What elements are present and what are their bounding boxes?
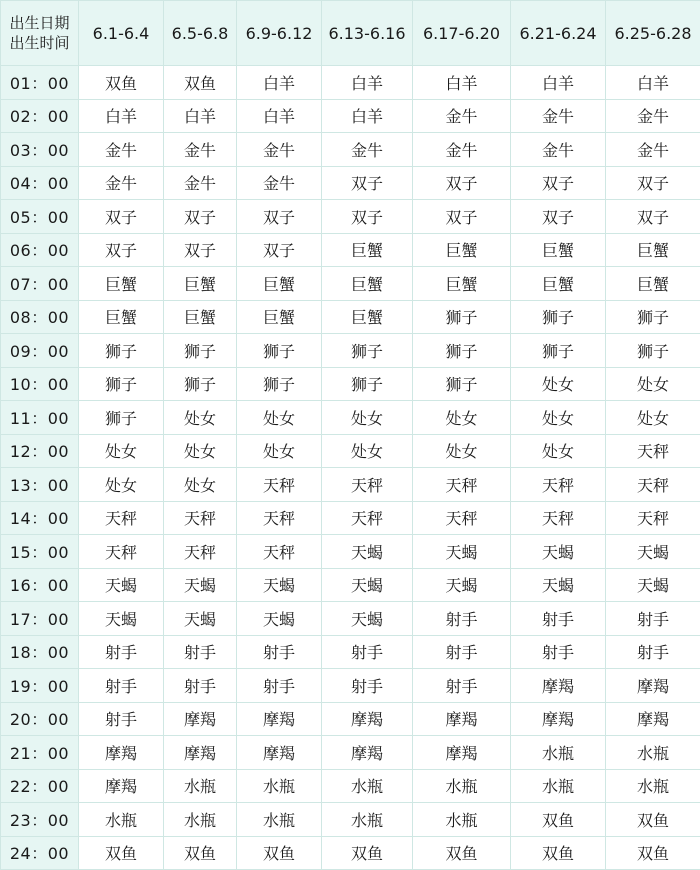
- zodiac-sign-cell: 天蝎: [413, 535, 511, 569]
- zodiac-sign-cell: 水瓶: [322, 803, 413, 837]
- zodiac-sign-cell: 巨蟹: [413, 233, 511, 267]
- zodiac-sign-cell: 射手: [237, 669, 322, 703]
- zodiac-sign-cell: 白羊: [322, 66, 413, 100]
- zodiac-sign-cell: 巨蟹: [511, 233, 606, 267]
- zodiac-sign-cell: 巨蟹: [511, 267, 606, 301]
- table-row: [1, 535, 700, 569]
- zodiac-sign-cell: 射手: [413, 635, 511, 669]
- table-row: [1, 669, 700, 703]
- zodiac-sign-cell: 狮子: [413, 367, 511, 401]
- table-row: [1, 233, 700, 267]
- table-row: [1, 300, 700, 334]
- table-row: [1, 602, 700, 636]
- zodiac-sign-cell: 天秤: [413, 501, 511, 535]
- zodiac-sign-cell: 射手: [237, 635, 322, 669]
- table-row: [1, 702, 700, 736]
- zodiac-sign-cell: 水瓶: [237, 769, 322, 803]
- zodiac-sign-cell: 双鱼: [164, 836, 237, 870]
- zodiac-sign-cell: 金牛: [79, 133, 164, 167]
- zodiac-sign-cell: 巨蟹: [79, 267, 164, 301]
- column-header-date-range: 6.5-6.8: [164, 1, 237, 66]
- birth-time-cell: 19：00: [1, 669, 79, 703]
- zodiac-sign-cell: 白羊: [237, 66, 322, 100]
- zodiac-sign-cell: 双子: [606, 166, 700, 200]
- table-row: [1, 769, 700, 803]
- zodiac-sign-cell: 摩羯: [413, 702, 511, 736]
- zodiac-sign-cell: 巨蟹: [79, 300, 164, 334]
- zodiac-sign-cell: 双子: [606, 200, 700, 234]
- zodiac-sign-cell: 白羊: [237, 99, 322, 133]
- zodiac-sign-cell: 狮子: [79, 334, 164, 368]
- zodiac-sign-cell: 双子: [164, 233, 237, 267]
- birth-time-cell: 10：00: [1, 367, 79, 401]
- zodiac-sign-cell: 处女: [164, 468, 237, 502]
- birth-time-cell: 05：00: [1, 200, 79, 234]
- zodiac-sign-cell: 水瓶: [322, 769, 413, 803]
- zodiac-sign-cell: 双子: [237, 200, 322, 234]
- table-row: [1, 66, 700, 100]
- zodiac-sign-cell: 双鱼: [164, 66, 237, 100]
- zodiac-sign-cell: 天蝎: [511, 535, 606, 569]
- birth-time-cell: 23：00: [1, 803, 79, 837]
- zodiac-sign-cell: 处女: [606, 367, 700, 401]
- birth-time-cell: 02：00: [1, 99, 79, 133]
- zodiac-sign-cell: 天秤: [606, 468, 700, 502]
- zodiac-sign-cell: 处女: [322, 434, 413, 468]
- zodiac-sign-cell: 狮子: [511, 334, 606, 368]
- zodiac-sign-cell: 白羊: [413, 66, 511, 100]
- zodiac-sign-cell: 射手: [413, 602, 511, 636]
- zodiac-sign-cell: 双子: [237, 233, 322, 267]
- zodiac-sign-cell: 处女: [79, 434, 164, 468]
- zodiac-sign-cell: 白羊: [79, 99, 164, 133]
- zodiac-sign-cell: 水瓶: [511, 736, 606, 770]
- zodiac-sign-cell: 巨蟹: [237, 267, 322, 301]
- zodiac-sign-cell: 双子: [511, 166, 606, 200]
- zodiac-sign-cell: 处女: [413, 434, 511, 468]
- zodiac-sign-cell: 双鱼: [606, 803, 700, 837]
- birth-time-cell: 01：00: [1, 66, 79, 100]
- zodiac-sign-cell: 双子: [79, 233, 164, 267]
- zodiac-sign-cell: 双鱼: [511, 836, 606, 870]
- zodiac-sign-cell: 双子: [322, 200, 413, 234]
- zodiac-sign-cell: 天秤: [322, 501, 413, 535]
- table-row: [1, 501, 700, 535]
- zodiac-sign-cell: 巨蟹: [237, 300, 322, 334]
- zodiac-sign-cell: 金牛: [164, 166, 237, 200]
- column-header-date-range: 6.21-6.24: [511, 1, 606, 66]
- zodiac-sign-cell: 金牛: [164, 133, 237, 167]
- zodiac-sign-cell: 狮子: [606, 334, 700, 368]
- zodiac-sign-cell: 摩羯: [511, 669, 606, 703]
- table-row: [1, 568, 700, 602]
- birth-time-cell: 13：00: [1, 468, 79, 502]
- zodiac-sign-cell: 狮子: [511, 300, 606, 334]
- zodiac-sign-cell: 射手: [606, 635, 700, 669]
- zodiac-sign-cell: 巨蟹: [164, 267, 237, 301]
- zodiac-sign-cell: 水瓶: [413, 803, 511, 837]
- zodiac-sign-cell: 水瓶: [511, 769, 606, 803]
- table-row: [1, 803, 700, 837]
- zodiac-sign-cell: 狮子: [413, 300, 511, 334]
- birth-time-cell: 11：00: [1, 401, 79, 435]
- zodiac-sign-cell: 天蝎: [237, 568, 322, 602]
- zodiac-sign-cell: 射手: [322, 669, 413, 703]
- zodiac-sign-cell: 双鱼: [79, 836, 164, 870]
- zodiac-sign-cell: 射手: [413, 669, 511, 703]
- zodiac-sign-cell: 摩羯: [413, 736, 511, 770]
- table-row: [1, 836, 700, 870]
- zodiac-sign-cell: 处女: [606, 401, 700, 435]
- birth-time-cell: 12：00: [1, 434, 79, 468]
- zodiac-sign-cell: 金牛: [322, 133, 413, 167]
- zodiac-sign-cell: 天蝎: [79, 602, 164, 636]
- zodiac-sign-cell: 射手: [79, 669, 164, 703]
- zodiac-sign-cell: 狮子: [79, 401, 164, 435]
- zodiac-sign-cell: 摩羯: [79, 736, 164, 770]
- zodiac-sign-cell: 摩羯: [237, 702, 322, 736]
- zodiac-sign-cell: 水瓶: [164, 803, 237, 837]
- zodiac-sign-cell: 狮子: [322, 367, 413, 401]
- table-row: [1, 267, 700, 301]
- birth-time-cell: 20：00: [1, 702, 79, 736]
- zodiac-sign-cell: 摩羯: [606, 669, 700, 703]
- zodiac-sign-cell: 水瓶: [79, 803, 164, 837]
- table-row: [1, 99, 700, 133]
- column-header-date-range: 6.13-6.16: [322, 1, 413, 66]
- zodiac-sign-cell: 天秤: [511, 468, 606, 502]
- table-row: [1, 468, 700, 502]
- zodiac-sign-cell: 天秤: [606, 434, 700, 468]
- zodiac-sign-cell: 摩羯: [322, 736, 413, 770]
- zodiac-sign-cell: 射手: [511, 602, 606, 636]
- zodiac-sign-cell: 射手: [322, 635, 413, 669]
- zodiac-sign-cell: 天秤: [237, 468, 322, 502]
- zodiac-sign-cell: 金牛: [511, 99, 606, 133]
- zodiac-sign-cell: 天蝎: [606, 568, 700, 602]
- zodiac-sign-cell: 天秤: [413, 468, 511, 502]
- birth-time-cell: 15：00: [1, 535, 79, 569]
- zodiac-sign-cell: 双鱼: [322, 836, 413, 870]
- zodiac-sign-cell: 水瓶: [164, 769, 237, 803]
- birth-time-cell: 03：00: [1, 133, 79, 167]
- birth-time-cell: 22：00: [1, 769, 79, 803]
- zodiac-sign-cell: 处女: [322, 401, 413, 435]
- zodiac-sign-cell: 白羊: [606, 66, 700, 100]
- table-row: [1, 635, 700, 669]
- birth-time-cell: 16：00: [1, 568, 79, 602]
- zodiac-sign-cell: 天蝎: [237, 602, 322, 636]
- zodiac-sign-cell: 射手: [164, 669, 237, 703]
- zodiac-sign-cell: 金牛: [237, 166, 322, 200]
- table-row: [1, 401, 700, 435]
- zodiac-sign-cell: 狮子: [237, 367, 322, 401]
- zodiac-sign-cell: 双鱼: [79, 66, 164, 100]
- zodiac-sign-cell: 射手: [79, 635, 164, 669]
- zodiac-sign-cell: 双子: [322, 166, 413, 200]
- zodiac-sign-cell: 狮子: [79, 367, 164, 401]
- zodiac-sign-cell: 摩羯: [606, 702, 700, 736]
- zodiac-sign-cell: 双鱼: [237, 836, 322, 870]
- zodiac-sign-cell: 天蝎: [164, 568, 237, 602]
- zodiac-sign-cell: 巨蟹: [413, 267, 511, 301]
- zodiac-sign-cell: 处女: [511, 367, 606, 401]
- zodiac-sign-cell: 双鱼: [511, 803, 606, 837]
- zodiac-sign-cell: 天秤: [511, 501, 606, 535]
- zodiac-sign-cell: 天蝎: [511, 568, 606, 602]
- zodiac-sign-cell: 处女: [164, 434, 237, 468]
- zodiac-sign-cell: 金牛: [606, 133, 700, 167]
- zodiac-sign-cell: 射手: [79, 702, 164, 736]
- zodiac-sign-cell: 双子: [413, 200, 511, 234]
- column-header-date-range: 6.25-6.28: [606, 1, 700, 66]
- zodiac-sign-cell: 处女: [511, 401, 606, 435]
- zodiac-sign-cell: 金牛: [413, 133, 511, 167]
- table-row: [1, 434, 700, 468]
- zodiac-sign-cell: 双子: [511, 200, 606, 234]
- table-row: [1, 736, 700, 770]
- table-row: [1, 166, 700, 200]
- zodiac-sign-cell: 天秤: [79, 535, 164, 569]
- table-row: [1, 367, 700, 401]
- zodiac-sign-cell: 摩羯: [79, 769, 164, 803]
- zodiac-sign-cell: 天蝎: [413, 568, 511, 602]
- zodiac-sign-cell: 天秤: [237, 501, 322, 535]
- column-header-date-range: 6.9-6.12: [237, 1, 322, 66]
- zodiac-sign-cell: 水瓶: [606, 736, 700, 770]
- corner-label-birth-time: 出生时间: [1, 33, 78, 53]
- zodiac-sign-cell: 摩羯: [322, 702, 413, 736]
- zodiac-sign-cell: 狮子: [606, 300, 700, 334]
- zodiac-sign-cell: 双子: [164, 200, 237, 234]
- zodiac-sign-cell: 天秤: [164, 501, 237, 535]
- zodiac-sign-cell: 天秤: [237, 535, 322, 569]
- zodiac-sign-cell: 处女: [511, 434, 606, 468]
- zodiac-sign-cell: 处女: [79, 468, 164, 502]
- zodiac-sign-cell: 金牛: [511, 133, 606, 167]
- zodiac-sign-cell: 处女: [413, 401, 511, 435]
- zodiac-sign-cell: 金牛: [606, 99, 700, 133]
- birth-time-cell: 14：00: [1, 501, 79, 535]
- birth-time-cell: 24：00: [1, 836, 79, 870]
- zodiac-sign-cell: 狮子: [164, 334, 237, 368]
- zodiac-sign-cell: 狮子: [237, 334, 322, 368]
- zodiac-sign-cell: 金牛: [237, 133, 322, 167]
- column-header-date-range: 6.1-6.4: [79, 1, 164, 66]
- zodiac-sign-cell: 狮子: [322, 334, 413, 368]
- zodiac-sign-cell: 摩羯: [237, 736, 322, 770]
- zodiac-sign-cell: 巨蟹: [322, 300, 413, 334]
- zodiac-sign-cell: 天秤: [79, 501, 164, 535]
- zodiac-sign-cell: 天秤: [606, 501, 700, 535]
- zodiac-sign-cell: 天蝎: [322, 568, 413, 602]
- birth-time-cell: 09：00: [1, 334, 79, 368]
- zodiac-sign-cell: 巨蟹: [606, 233, 700, 267]
- table-header: [1, 1, 700, 66]
- table-row: [1, 200, 700, 234]
- zodiac-sign-cell: 白羊: [164, 99, 237, 133]
- zodiac-sign-cell: 双鱼: [606, 836, 700, 870]
- zodiac-sign-cell: 巨蟹: [322, 233, 413, 267]
- birth-time-cell: 08：00: [1, 300, 79, 334]
- zodiac-sign-cell: 金牛: [79, 166, 164, 200]
- zodiac-sign-cell: 射手: [164, 635, 237, 669]
- zodiac-sign-cell: 射手: [606, 602, 700, 636]
- zodiac-sign-cell: 狮子: [413, 334, 511, 368]
- zodiac-sign-cell: 天秤: [164, 535, 237, 569]
- table-row: [1, 334, 700, 368]
- zodiac-sign-cell: 双子: [413, 166, 511, 200]
- column-header-date-range: 6.17-6.20: [413, 1, 511, 66]
- zodiac-sign-cell: 摩羯: [164, 702, 237, 736]
- zodiac-sign-cell: 摩羯: [164, 736, 237, 770]
- birth-time-cell: 06：00: [1, 233, 79, 267]
- zodiac-sign-cell: 天秤: [322, 468, 413, 502]
- zodiac-sign-cell: 水瓶: [413, 769, 511, 803]
- zodiac-sign-cell: 双鱼: [413, 836, 511, 870]
- zodiac-sign-cell: 天蝎: [322, 602, 413, 636]
- zodiac-sign-cell: 巨蟹: [164, 300, 237, 334]
- birth-time-cell: 17：00: [1, 602, 79, 636]
- zodiac-sign-cell: 天蝎: [606, 535, 700, 569]
- corner-label-birth-date: 出生日期: [1, 13, 78, 33]
- corner-header-cell: [1, 1, 79, 66]
- birth-time-cell: 21：00: [1, 736, 79, 770]
- zodiac-sign-cell: 处女: [237, 434, 322, 468]
- zodiac-sign-cell: 水瓶: [237, 803, 322, 837]
- birth-time-cell: 07：00: [1, 267, 79, 301]
- zodiac-sign-cell: 天蝎: [164, 602, 237, 636]
- zodiac-sign-cell: 白羊: [322, 99, 413, 133]
- birth-time-cell: 18：00: [1, 635, 79, 669]
- table-row: [1, 133, 700, 167]
- zodiac-sign-cell: 白羊: [511, 66, 606, 100]
- table-body: [1, 66, 700, 870]
- zodiac-sign-cell: 处女: [164, 401, 237, 435]
- zodiac-sign-cell: 天蝎: [79, 568, 164, 602]
- zodiac-sign-cell: 狮子: [164, 367, 237, 401]
- birth-time-cell: 04：00: [1, 166, 79, 200]
- zodiac-sign-cell: 巨蟹: [606, 267, 700, 301]
- zodiac-sign-cell: 双子: [79, 200, 164, 234]
- zodiac-sign-cell: 射手: [511, 635, 606, 669]
- header-row: [1, 1, 700, 66]
- zodiac-sign-cell: 水瓶: [606, 769, 700, 803]
- zodiac-sign-cell: 金牛: [413, 99, 511, 133]
- zodiac-sign-cell: 处女: [237, 401, 322, 435]
- zodiac-sign-cell: 摩羯: [511, 702, 606, 736]
- zodiac-sign-cell: 天蝎: [322, 535, 413, 569]
- zodiac-sign-cell: 巨蟹: [322, 267, 413, 301]
